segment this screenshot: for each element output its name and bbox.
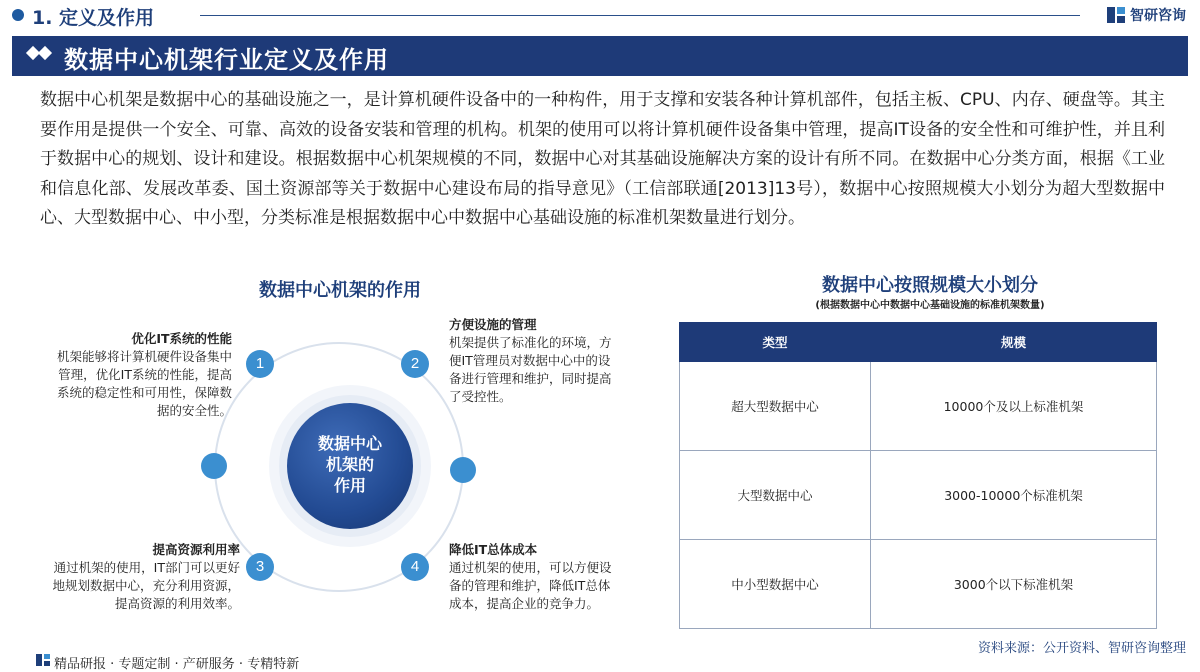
function-item-4 [449,541,621,613]
function-title-1: 优化IT系统的性能 [131,331,232,346]
footer-services: 精品研报 · 专题定制 · 产研服务 · 专精特新 [54,657,300,672]
function-desc-2: 机架提供了标准化的环境，方便IT管理员对数据中心中的设备进行管理和维护，同时提高了受控性。 [449,335,612,404]
node-2: 2 [401,350,429,378]
function-desc-4: 通过机架的使用，可以方便设备的管理和维护，降低IT总体成本，提高企业的竞争力。 [449,560,612,611]
function-item-2 [449,316,621,406]
table-cell: 超大型数据中心 [680,362,871,451]
node-4: 4 [401,553,429,581]
section-bullet-icon [12,9,24,21]
column-header-type: 类型 [680,323,871,362]
scale-table [679,322,1157,629]
table-header-row [680,323,1157,362]
intro-paragraph: 数据中心机架是数据中心的基础设施之一，是计算机硬件设备中的一种构件，用于支撑和安装各种计算机部件，包括主板、CPU、内存、硬盘等。其主要作用是提供一个安全、可靠、高效的设备安装和管理的机构。机架的使用可以将计算机硬件设备集中管理，提高IT设备的安全性和可维护性，并且利于数据中心的规划、设计和建设。根据数据中心机架规模的不同，数据中心对其基础设施解决方案的设计有所不同。在数据中心分类方面，根据《工业和信息化部、发展改革委、国土资源部等关于数据中心建设布局的指导意见》（工信部联通[2013]13号），数据中心按照规模大小划分为超大型数据中心、大型数据中心、中小型，分类标准是根据数据中心中数据中心基础设施的标准机架数量进行划分。 [40,90,1165,228]
function-title-3: 提高资源利用率 [152,542,240,557]
table-cell: 10000个及以上标准机架 [871,362,1157,451]
function-title-4: 降低IT总体成本 [449,542,538,557]
brand-logo [1106,4,1186,26]
node-3: 3 [246,553,274,581]
function-title-2: 方便设施的管理 [449,317,537,332]
brand-name: 智研咨询 [1130,8,1186,24]
node-1: 1 [246,350,274,378]
diamond-icon [28,48,50,58]
node-dot-left [201,453,227,479]
top-bar [0,0,1200,30]
brand-mini-icon [36,653,50,667]
page-title: 数据中心机架行业定义及作用 [64,46,389,74]
divider [200,15,1080,16]
functions-center [287,403,413,529]
table-cell: 中小型数据中心 [680,540,871,629]
section-title: 1. 定义及作用 [32,7,155,29]
table-row [680,362,1157,451]
function-desc-3: 通过机架的使用，IT部门可以更好地规划数据中心，充分利用资源，提高资源的利用效率。 [52,560,240,611]
functions-heading: 数据中心机架的作用 [259,280,421,301]
table-cell: 3000-10000个标准机架 [871,451,1157,540]
source-note: 资料来源：公开资料、智研咨询整理 [977,641,1186,656]
function-item-1 [46,330,232,420]
node-dot-right [450,457,476,483]
brand-logo-icon [1106,5,1126,25]
table-cell: 3000个以下标准机架 [871,540,1157,629]
function-item-3 [52,541,240,613]
table-subheading: (根据数据中心中数据中心基础设施的标准机架数量) [815,300,1045,311]
center-label: 数据中心 机架的 作用 [317,434,382,495]
function-desc-1: 机架能够将计算机硬件设备集中管理，优化IT系统的性能，提高系统的稳定性和可用性，保障数据的安全性。 [56,349,232,418]
footer-bar [0,650,1200,672]
table-row [680,451,1157,540]
column-header-scale: 规模 [871,323,1157,362]
table-cell: 大型数据中心 [680,451,871,540]
table-heading: 数据中心按照规模大小划分 [822,275,1038,296]
table-row [680,540,1157,629]
title-banner [12,36,1188,76]
